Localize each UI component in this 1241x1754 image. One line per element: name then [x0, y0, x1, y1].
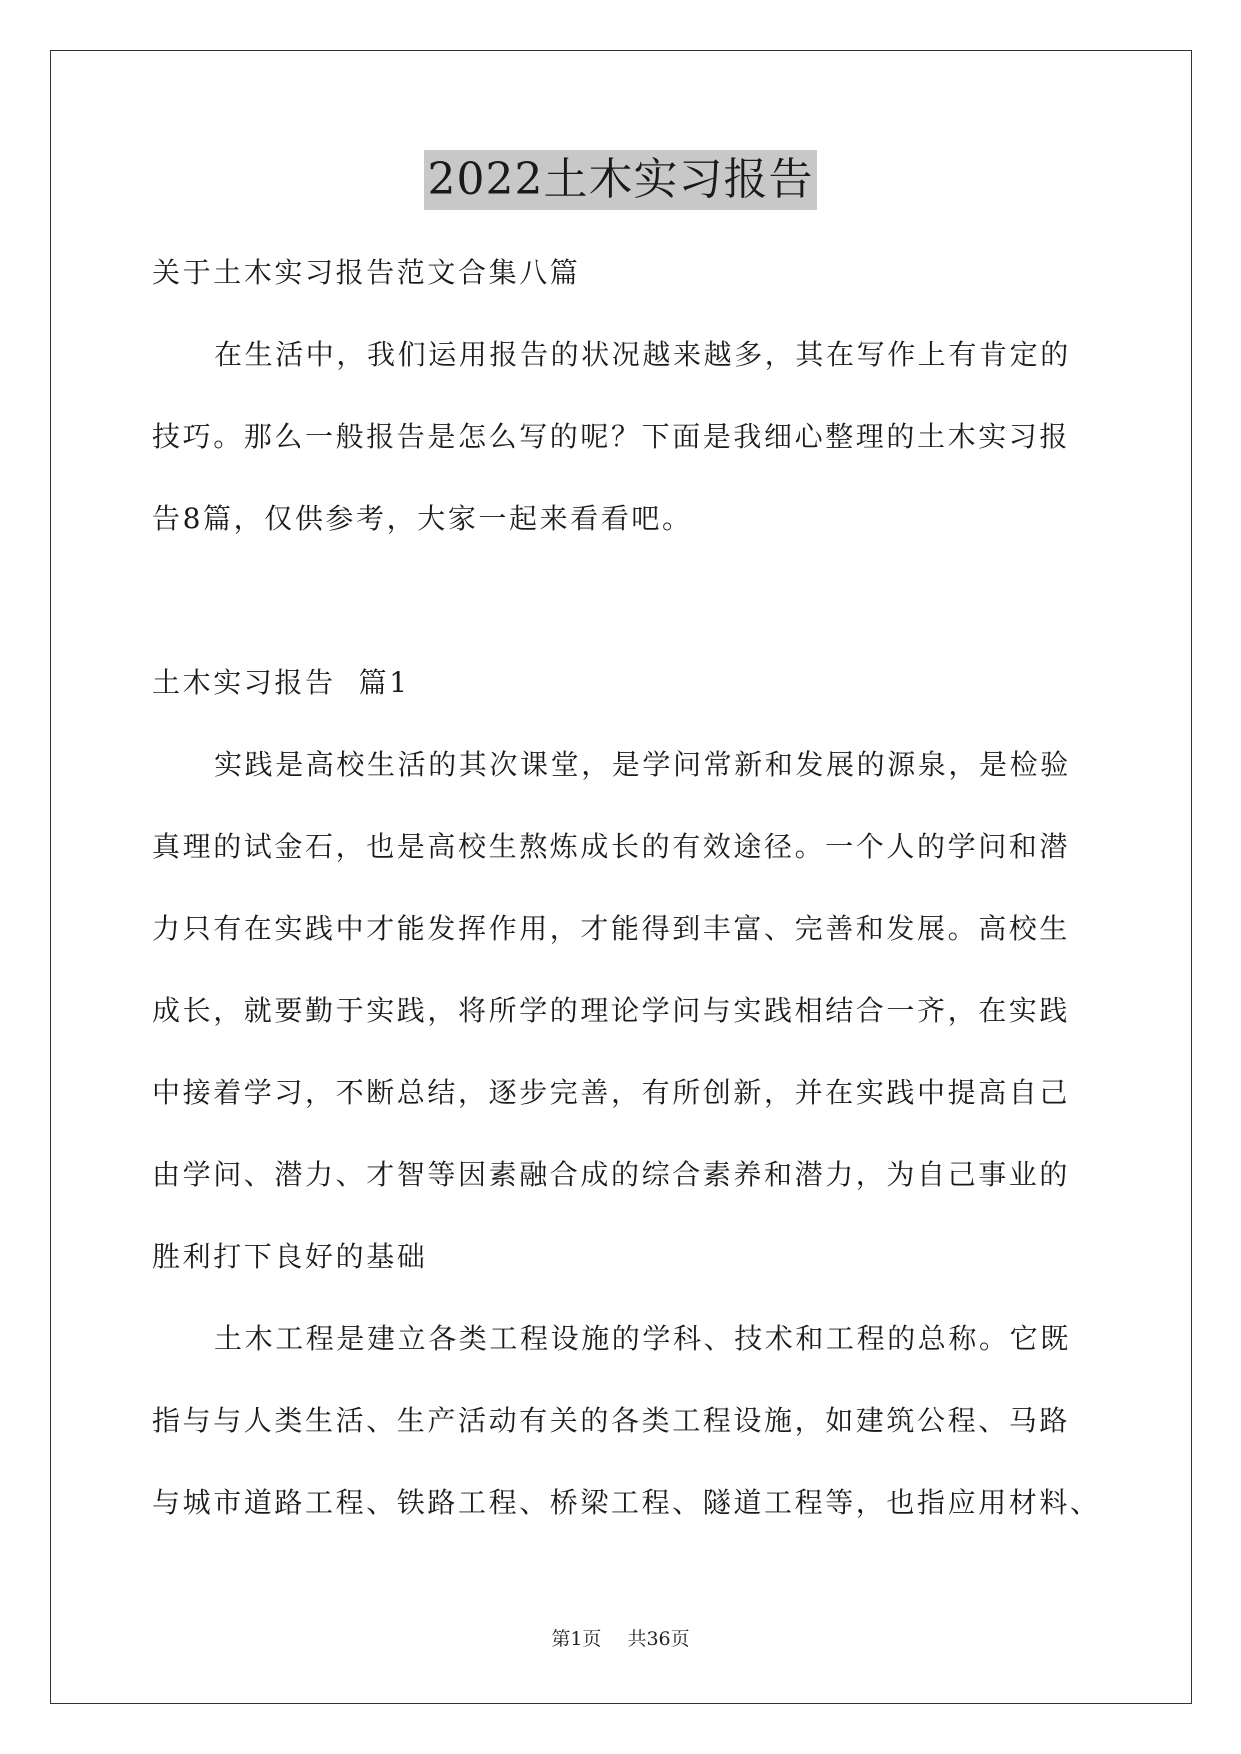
paragraph1-line: 由学问、潜力、才智等因素融合成的综合素养和潜力，为自己事业的 [152, 1158, 1071, 1191]
paragraph2-line: 土木工程是建立各类工程设施的学科、技术和工程的总称。它既 [214, 1322, 1071, 1355]
section-heading: 土木实习报告 篇1 [152, 666, 410, 699]
page-number: 第1页 [551, 1628, 602, 1650]
paragraph1-line: 实践是高校生活的其次课堂，是学问常新和发展的源泉，是检验 [214, 748, 1071, 781]
intro-line: 告8篇，仅供参考，大家一起来看看吧。 [152, 502, 693, 535]
intro-line: 技巧。那么一般报告是怎么写的呢？下面是我细心整理的土木实习报 [152, 420, 1071, 453]
paragraph1-line: 成长，就要勤于实践，将所学的理论学问与实践相结合一齐，在实践 [152, 994, 1071, 1027]
page-total: 共36页 [627, 1628, 690, 1650]
page-footer [0, 1626, 1241, 1652]
paragraph1-line: 胜利打下良好的基础 [152, 1240, 428, 1273]
paragraph2-line: 指与与人类生活、生产活动有关的各类工程设施，如建筑公程、马路 [152, 1404, 1071, 1437]
paragraph1-line: 力只有在实践中才能发挥作用，才能得到丰富、完善和发展。高校生 [152, 912, 1071, 945]
intro-line: 在生活中，我们运用报告的状况越来越多，其在写作上有肯定的 [214, 338, 1071, 371]
paragraph1-line: 中接着学习，不断总结，逐步完善，有所创新，并在实践中提高自己 [152, 1076, 1071, 1109]
paragraph2-line: 与城市道路工程、铁路工程、桥梁工程、隧道工程等，也指应用材料、 [152, 1486, 1101, 1519]
paragraph1-line: 真理的试金石，也是高校生熬炼成长的有效途径。一个人的学问和潜 [152, 830, 1071, 863]
document-body [152, 232, 1101, 1544]
spacer [152, 560, 1096, 642]
document-title-text: 2022土木实习报告 [424, 150, 818, 210]
document-subtitle: 关于土木实习报告范文合集八篇 [152, 256, 581, 289]
document-title [0, 150, 1241, 210]
